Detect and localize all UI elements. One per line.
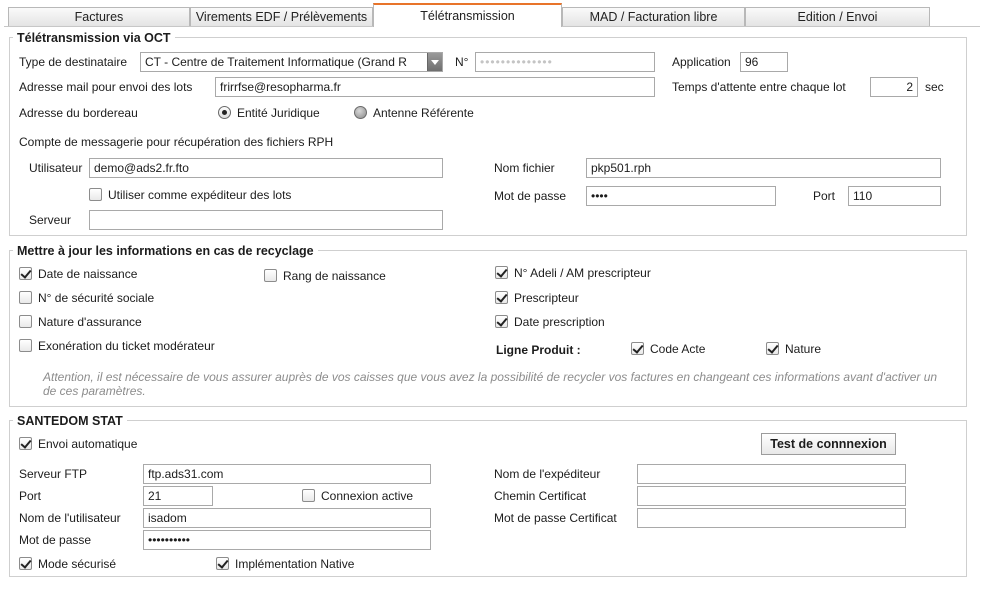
nature-label: Nature xyxy=(785,342,822,356)
application-field[interactable]: 96 xyxy=(740,52,788,72)
date-naissance-label: Date de naissance xyxy=(38,267,138,281)
rang-naissance-checkbox[interactable] xyxy=(264,269,277,282)
tab-factures[interactable]: Factures xyxy=(8,7,190,26)
test-connexion-button[interactable]: Test de connnexion xyxy=(761,433,896,455)
type-destinataire-label: Type de destinataire xyxy=(19,55,128,69)
sender-field[interactable] xyxy=(637,464,906,484)
envoi-auto-checkbox[interactable] xyxy=(19,437,32,450)
recyclage-legend: Mettre à jour les informations en cas de recyclage xyxy=(13,243,318,259)
connexion-active-checkbox[interactable] xyxy=(302,489,315,502)
santedom-user-field[interactable]: isadom xyxy=(143,508,431,528)
adeli-label: N° Adeli / AM prescripteur xyxy=(514,266,651,280)
type-destinataire-value: CT - Centre de Traitement Informatique (Grand R xyxy=(145,55,407,69)
utilisateur-field[interactable]: demo@ads2.fr.fto xyxy=(89,158,443,178)
ligne-produit-label: Ligne Produit : xyxy=(496,343,581,357)
wait-unit: sec xyxy=(925,80,944,94)
ftp-label: Serveur FTP xyxy=(19,467,88,481)
no-secu-checkbox[interactable] xyxy=(19,291,32,304)
numero-label: N° xyxy=(455,55,469,69)
santedom-password-label: Mot de passe xyxy=(19,533,92,547)
radio-antenne-label: Antenne Référente xyxy=(373,106,474,120)
santedom-legend: SANTEDOM STAT xyxy=(13,413,127,429)
tab-edition-envoi[interactable]: Edition / Envoi xyxy=(745,7,930,26)
ftp-field[interactable]: ftp.ads31.com xyxy=(143,464,431,484)
cert-password-label: Mot de passe Certificat xyxy=(494,511,617,525)
wait-field[interactable]: 2 xyxy=(870,77,918,97)
recyclage-note: Attention, il est nécessaire de vous assurer auprès de vos caisses que vous avez la possibilité de recycler vos factures en changeant ces informations avant d'activer un de ces paramètres. xyxy=(43,370,938,398)
radio-antenne-referente[interactable] xyxy=(354,106,367,119)
tab-virements[interactable]: Virements EDF / Prélèvements xyxy=(190,7,373,26)
cert-path-field[interactable] xyxy=(637,486,906,506)
implementation-native-label: Implémentation Native xyxy=(235,557,355,571)
mot-de-passe-field[interactable]: •••• xyxy=(586,186,776,206)
radio-entite-juridique[interactable] xyxy=(218,106,231,119)
nature-checkbox[interactable] xyxy=(766,342,779,355)
prescripteur-checkbox[interactable] xyxy=(495,291,508,304)
serveur-label: Serveur xyxy=(29,213,72,227)
cert-password-field[interactable] xyxy=(637,508,906,528)
email-label: Adresse mail pour envoi des lots xyxy=(19,80,193,94)
use-sender-checkbox[interactable] xyxy=(89,188,102,201)
type-destinataire-select[interactable] xyxy=(140,52,443,72)
tab-mad-facturation[interactable]: MAD / Facturation libre xyxy=(562,7,745,26)
santedom-user-label: Nom de l'utilisateur xyxy=(19,511,121,525)
numero-field[interactable]: •••••••••••••• xyxy=(475,52,655,72)
sender-label: Nom de l'expéditeur xyxy=(494,467,601,481)
bordereau-label: Adresse du bordereau xyxy=(19,106,138,120)
code-acte-label: Code Acte xyxy=(650,342,706,356)
port-field[interactable]: 110 xyxy=(848,186,941,206)
rang-naissance-label: Rang de naissance xyxy=(283,269,386,283)
chevron-down-icon[interactable] xyxy=(427,53,442,71)
envoi-auto-label: Envoi automatique xyxy=(38,437,138,451)
utilisateur-label: Utilisateur xyxy=(29,161,83,175)
oct-legend: Télétransmission via OCT xyxy=(13,30,175,46)
implementation-native-checkbox[interactable] xyxy=(216,557,229,570)
date-prescription-label: Date prescription xyxy=(514,315,605,329)
nom-fichier-label: Nom fichier xyxy=(494,161,555,175)
date-prescription-checkbox[interactable] xyxy=(495,315,508,328)
prescripteur-label: Prescripteur xyxy=(514,291,579,305)
tab-teletransmission[interactable]: Télétransmission xyxy=(373,3,562,27)
exoneration-label: Exonération du ticket modérateur xyxy=(38,339,215,353)
wait-label: Temps d'attente entre chaque lot xyxy=(672,80,846,94)
radio-entite-label: Entité Juridique xyxy=(237,106,320,120)
santedom-port-field[interactable]: 21 xyxy=(143,486,213,506)
serveur-field[interactable] xyxy=(89,210,443,230)
application-label: Application xyxy=(672,55,731,69)
email-field[interactable]: frirrfse@resopharma.fr xyxy=(215,77,655,97)
nature-assurance-checkbox[interactable] xyxy=(19,315,32,328)
nature-assurance-label: Nature d'assurance xyxy=(38,315,142,329)
connexion-active-label: Connexion active xyxy=(321,489,414,503)
cert-path-label: Chemin Certificat xyxy=(494,489,587,503)
date-naissance-checkbox[interactable] xyxy=(19,267,32,280)
mot-de-passe-label: Mot de passe xyxy=(494,189,567,203)
mode-securise-label: Mode sécurisé xyxy=(38,557,117,571)
no-secu-label: N° de sécurité sociale xyxy=(38,291,155,305)
nom-fichier-field[interactable]: pkp501.rph xyxy=(586,158,941,178)
mode-securise-checkbox[interactable] xyxy=(19,557,32,570)
use-sender-label: Utiliser comme expéditeur des lots xyxy=(108,188,292,202)
santedom-port-label: Port xyxy=(19,489,42,503)
exoneration-checkbox[interactable] xyxy=(19,339,32,352)
mail-account-label: Compte de messagerie pour récupération des fichiers RPH xyxy=(19,135,334,149)
code-acte-checkbox[interactable] xyxy=(631,342,644,355)
port-label: Port xyxy=(813,189,836,203)
santedom-password-field[interactable]: •••••••••• xyxy=(143,530,431,550)
adeli-checkbox[interactable] xyxy=(495,266,508,279)
